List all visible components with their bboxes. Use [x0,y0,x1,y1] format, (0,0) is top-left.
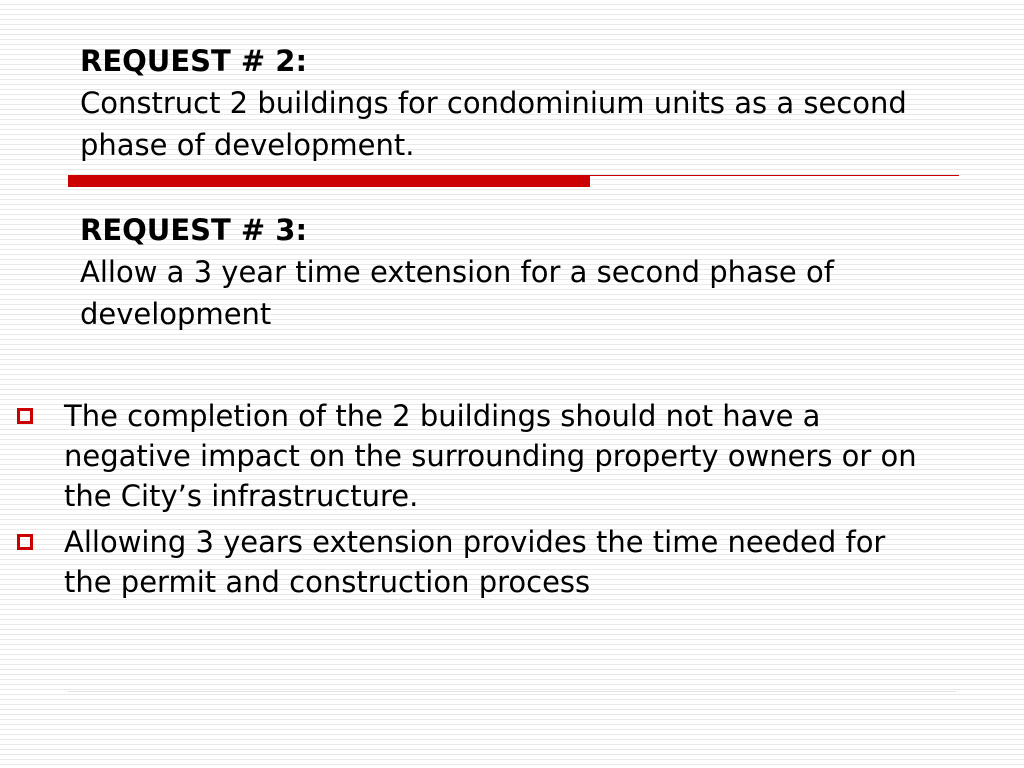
hollow-square-icon [17,408,33,424]
request-3-block [80,209,950,335]
request-2-heading: REQUEST # 2: [80,44,308,78]
request-3-heading: REQUEST # 3: [80,213,308,247]
bullet-item [0,396,924,516]
bullet-text: Allowing 3 years extension provides the time needed for the permit and construction process [64,525,886,599]
bottom-divider [68,691,956,692]
title-divider-bar [68,175,590,187]
bullet-text: The completion of the 2 buildings should not have a negative impact on the surrounding property owners or on the City’s infrastructure. [64,399,917,513]
hollow-square-icon [17,534,33,550]
bullet-item [0,522,924,602]
request-3-text: Allow a 3 year time extension for a second phase of development [80,255,834,331]
request-2-block [80,40,950,166]
request-2-text: Construct 2 buildings for condominium units as a second phase of development. [80,86,907,162]
bullet-list [0,396,1024,602]
